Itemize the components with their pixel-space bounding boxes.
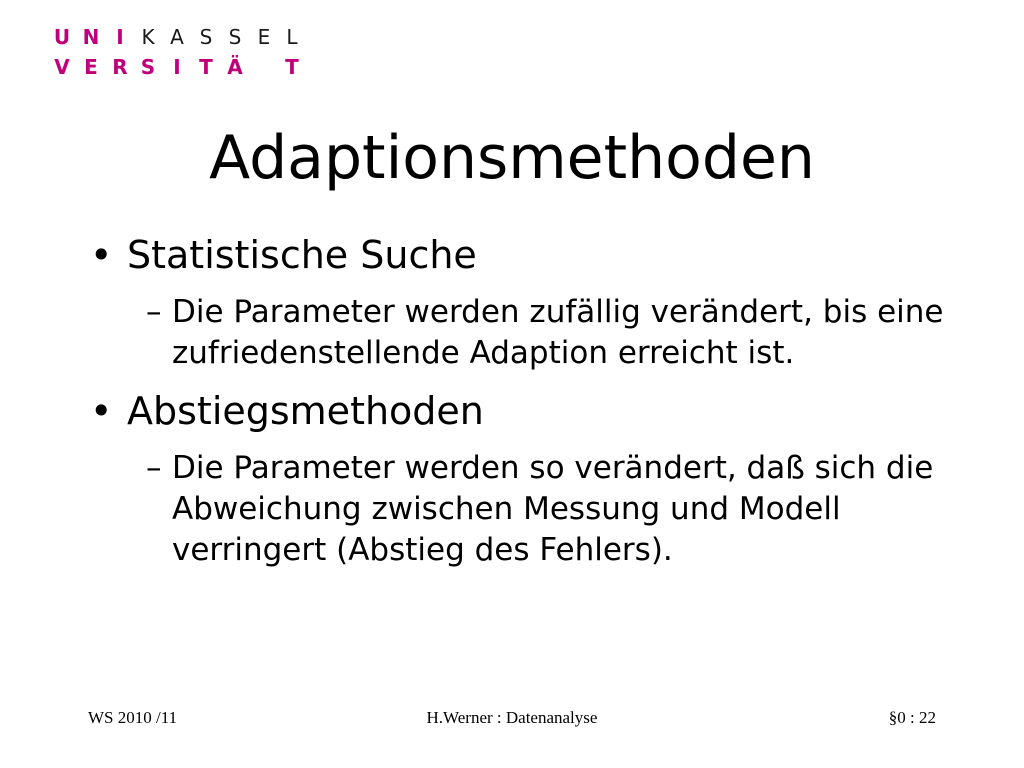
sub-bullet-item [90, 448, 970, 571]
bullet-item [90, 230, 970, 280]
bullet-glyph: • [90, 233, 113, 277]
logo-letter: K [141, 25, 155, 49]
footer-author-course: H.Werner : Datenanalyse [426, 708, 598, 727]
logo-letter: L [286, 25, 298, 49]
logo-letter: S [140, 55, 156, 79]
logo-letter: E [84, 55, 98, 79]
university-logo [52, 26, 302, 82]
logo-letter: S [228, 25, 242, 49]
dash-glyph: – [146, 294, 162, 330]
logo-letter: A [170, 25, 184, 49]
footer-page-number: §0 : 22 [888, 708, 936, 727]
logo-letter: V [54, 55, 70, 79]
sub-bullet-text: Die Parameter werden zufällig verändert, bis eine zufriedenstellende Adaption erreicht ist. [172, 294, 944, 371]
logo-letter: Ä [227, 55, 243, 79]
sub-bullet-item [90, 292, 970, 374]
logo-letter: N [82, 25, 100, 49]
sub-bullet-text: Die Parameter werden so verändert, daß sich die Abweichung zwischen Messung und Modell verringert (Abstieg des Fehlers). [172, 450, 934, 568]
slide-title: Adaptionsmethoden [209, 123, 815, 193]
logo-letter: I [116, 25, 124, 49]
logo-letter: R [112, 55, 128, 79]
logo-letter: T [199, 55, 213, 79]
bullet-text: Statistische Suche [127, 233, 477, 277]
logo-letter: S [199, 25, 213, 49]
logo-letter: I [173, 55, 181, 79]
logo-letter: U [53, 25, 71, 49]
bullet-text: Abstiegsmethoden [127, 389, 484, 433]
footer-semester: WS 2010 /11 [88, 708, 178, 727]
dash-glyph: – [146, 450, 162, 486]
bullet-item [90, 386, 970, 436]
bullet-glyph: • [90, 389, 113, 433]
slide-footer [0, 708, 1024, 732]
logo-letter: T [285, 55, 299, 79]
slide-content [90, 226, 970, 583]
logo-letter: E [257, 25, 271, 49]
